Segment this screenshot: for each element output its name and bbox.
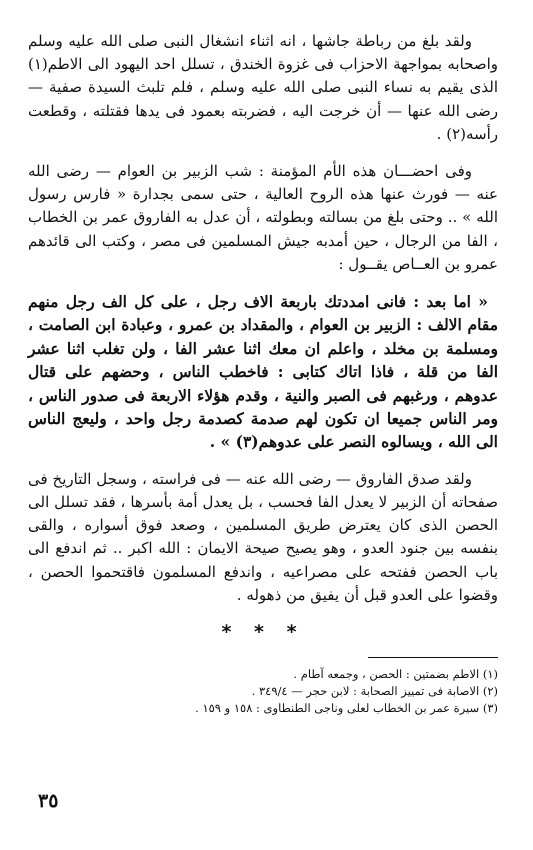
paragraph-zubair: وفى احضـــان هذه الأم المؤمنة : شب الزبير بن العوام — رضى الله عنه — فورث عنها هذه الروح العالية ، حتى سمى بجدارة « فارس رسول الله » .. وحتى بلغ من بسالته وبطولته ، أن عدل به الفاروق عمر بن الخطاب ، الفا من الرجال ، حين أمدبه جيش المسلمين فى مصر ، وكتب الى قائدهم عمرو بن العــاص يقــول : [28, 162, 498, 273]
footnote-3: (٣) سيرة عمر بن الخطاب لعلى وناجى الطنطاوى : ١٥٨ و ١٥٩ . [195, 701, 498, 716]
paragraph-omar-letter: « اما بعد : فانى امددتك باربعة الاف رجل ، على كل الف رجل منهم مقام الالف : الزبير بن العوام ، والمقداد بن عمرو ، وعبادة ابن الصامت ، ومسلمة بن مخلد ، واعلم ان معك اثنا عشر الفا ، ولن تغلب اثنا عشر الفا من قلة ، فاذا اتاك كتابى : فاخطب الناس ، وحضهم على قتال عدوهم ، ورغبهم فى الصبر والنية ، وقدم هؤلاء الاربعة فى صدور الناس ، ومر الناس جميعا ان تكون لهم صدمة كصدمة رجل واحد ، وليعج الناس الى الله ، ويسالوه النصر على عدوهم(٣) » . [28, 292, 498, 452]
footnote-divider [368, 657, 498, 658]
paragraph-safiya: ولقد بلغ من رباطة جاشها ، انه اثناء انشغال النبى صلى الله عليه وسلم واصحابه بمواجهة الاحزاب فى غزوة الخندق ، تسلل احد اليهود الى الاطم(١) الذى يقيم به نساء النبى صلى الله عليه وسلم ، فلم تلبث السيدة صفية — رضى الله عنها — أن خرجت اليه ، فضربته بعمود فى يدها فقتلته ، وقطعت رأسه(٢) . [28, 32, 498, 143]
footnote-2: (٢) الاصابة فى تمييز الصحابة : لابن حجر — ٣٤٩/٤ . [251, 684, 498, 699]
paragraph-farooq: ولقد صدق الفاروق — رضى الله عنه — فى فراسته ، وسجل التاريخ فى صفحاته أن الزبير لا يعدل الفا فحسب ، بل يعدل أمة بأسرها ، فقد تسلل الى الحصن الذى كان يعترض طريق المسلمين ، وصعد فوق أسواره ، والقى بنفسه بين جنود العدو ، وهو يصيح صيحة الايمان : الله اكبر .. ثم اندفع الى باب الحصن ففتحه على مصراعيه ، واندفع المسلمون فاقتحموا الحصن ، وقضوا على العدو قبل أن يفيق من ذهوله . [28, 469, 498, 604]
page-number: ٣٥ [38, 790, 59, 812]
page-body [28, 30, 498, 830]
section-separator: * * * [221, 621, 305, 644]
footnotes-list [28, 666, 498, 717]
footnote-1: (١) الاطم بضمتين : الحصن ، وجمعه آطام . [293, 667, 498, 682]
